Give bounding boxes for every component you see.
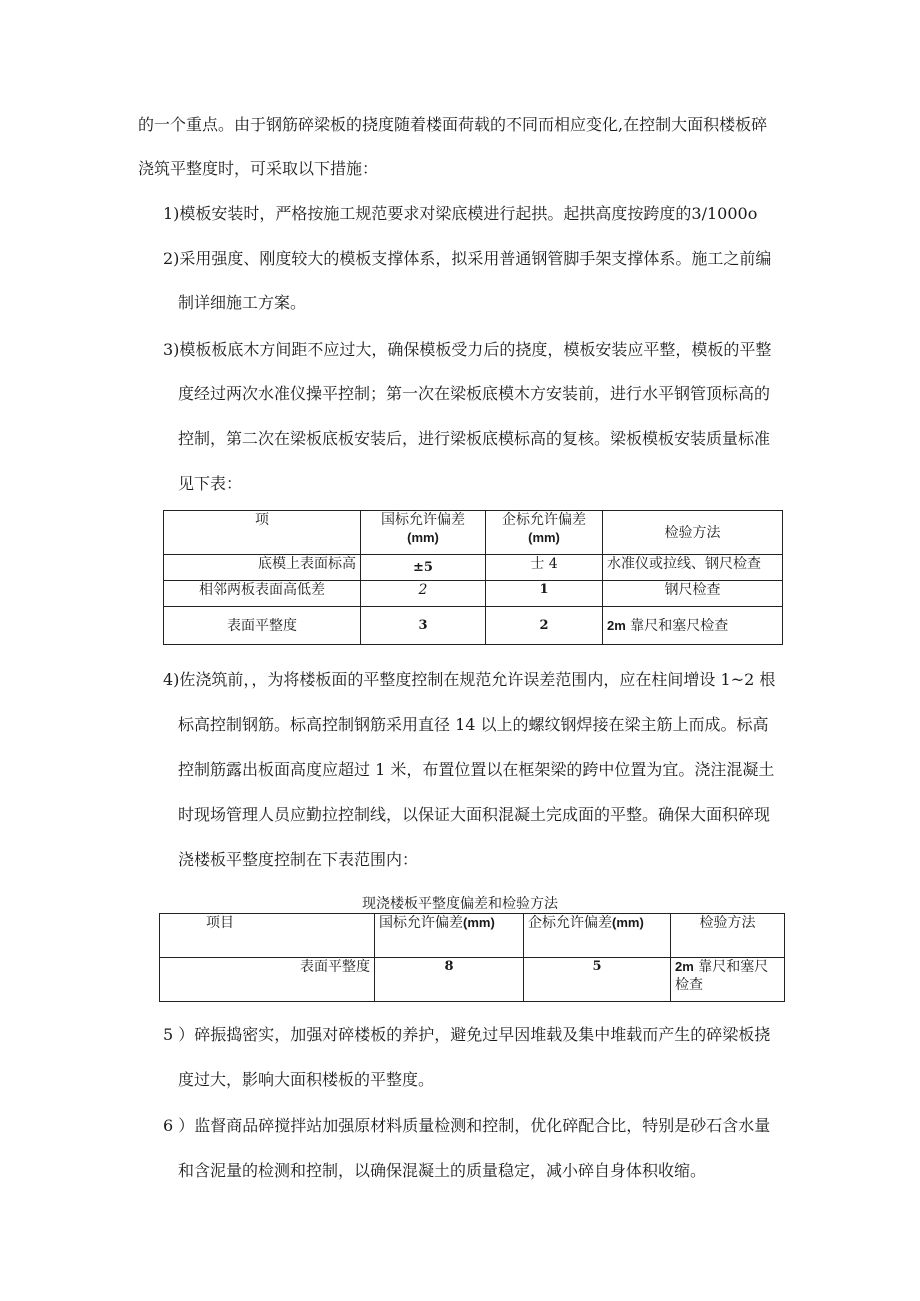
table-header-row [160, 914, 785, 958]
header-enterprise-unit: (mm) [612, 915, 644, 930]
header-national-tolerance [375, 914, 524, 958]
header-enterprise-unit: (mm) [528, 530, 560, 545]
item-4-line-5: 浇楼板平整度控制在下表范围内： [178, 850, 419, 869]
item-4-line-4: 时现场管理人员应勤拉控制线，以保证大面积混凝土完成面的平整。确保大面积碎现 [178, 805, 771, 824]
row-method [603, 607, 783, 645]
row-national: 2 [361, 581, 486, 607]
intro-line-1: 的一个重点。由于钢筋碎梁板的挠度随着楼面荷载的不同而相应变化,在控制大面积楼板碎 [138, 115, 768, 134]
header-method [603, 511, 783, 555]
table-row [160, 958, 785, 1002]
item-4-line-1: 4)佐浇筑前，，为将楼板面的平整度控制在规范允许误差范围内，应在柱间增设 1~2 根 [163, 670, 776, 689]
row-item: 表面平整度 [164, 607, 361, 645]
table-caption: 现浇楼板平整度偏差和检验方法 [362, 896, 558, 912]
row-item: 表面平整度 [160, 958, 375, 1002]
header-item: 项目 [160, 914, 375, 958]
header-national-unit: (mm) [407, 530, 439, 545]
item-4-line-3: 控制筋露出板面高度应超过 1 米，布置位置以在框架梁的跨中位置为宜。浇注混凝土 [178, 760, 775, 779]
row-item: 底模上表面标高 [164, 555, 361, 581]
header-enterprise-tolerance [524, 914, 671, 958]
row-method [671, 958, 785, 1002]
item-3-line-2: 度经过两次水准仪操平控制；第一次在梁板底模木方安装前，进行水平钢管顶标高的 [178, 384, 771, 403]
item-2-line-2: 制详细施工方案。 [178, 293, 307, 312]
table-row [164, 581, 783, 607]
row-national: 3 [361, 607, 486, 645]
header-national-label: 国标允许偏差 [379, 915, 463, 931]
item-5-line-2: 度过大，影响大面积楼板的平整度。 [178, 1070, 435, 1089]
floor-flatness-table [159, 913, 785, 1002]
row-method-length: 2m [607, 617, 626, 633]
header-method-text: 检验方法 [664, 524, 721, 541]
row-enterprise: 2 [486, 607, 603, 645]
item-6-line-2: 和含泥量的检测和控制，以确保混凝土的质量稳定，减小碎自身体积收缩。 [178, 1161, 707, 1180]
table-row [164, 607, 783, 645]
item-6-line-1: 6 ）监督商品碎搅拌站加强原材料质量检测和控制，优化碎配合比，特别是砂石含水量 [163, 1116, 771, 1135]
row-item: 相邻两板表面高低差 [164, 581, 361, 607]
row-national: ±5 [361, 555, 486, 581]
table-row [164, 555, 783, 581]
header-item-text: 项 [255, 512, 269, 528]
header-enterprise-tolerance [486, 511, 603, 555]
item-5-line-1: 5 ）碎振捣密实，加强对碎楼板的养护，避免过早因堆载及集中堆载而产生的碎梁板挠 [163, 1025, 771, 1044]
item-2-line-1: 2)采用强度、刚度较大的模板支撑体系，拟采用普通钢管脚手架支撑体系。施工之前编 [163, 249, 772, 268]
table-header-row [164, 511, 783, 555]
item-3-line-1: 3)模板板底木方间距不应过大，确保模板受力后的挠度，模板安装应平整，模板的平整 [163, 340, 772, 359]
row-method: 钢尺检查 [603, 581, 783, 607]
row-method-length: 2m [675, 959, 694, 974]
row-enterprise: 士 4 [486, 555, 603, 581]
row-enterprise: 5 [524, 958, 671, 1002]
row-national: 8 [375, 958, 524, 1002]
header-method: 检验方法 [671, 914, 785, 958]
item-3-line-4: 见下表： [178, 474, 243, 493]
row-enterprise: 1 [486, 581, 603, 607]
header-enterprise-label: 企标允许偏差 [528, 915, 612, 931]
item-4-line-2: 标高控制钢筋。标高控制钢筋采用直径 14 以上的螺纹钢焊接在梁主筋上而成。标高 [178, 715, 769, 734]
header-national-tolerance [361, 511, 486, 555]
row-method-text: 靠尺和塞尺检查 [630, 617, 729, 634]
item-1: 1)模板安装时，严格按施工规范要求对梁底模进行起拱。起拱高度按跨度的3/1000o [163, 204, 758, 223]
row-method-text: 靠尺和塞尺检查 [675, 959, 769, 993]
header-enterprise-label: 企标允许偏差 [502, 512, 586, 528]
header-item [164, 511, 361, 555]
mold-quality-table [163, 510, 783, 645]
row-method: 水准仪或拉线、钢尺检查 [603, 555, 783, 581]
header-national-label: 国标允许偏差 [381, 512, 465, 528]
item-3-line-3: 控制，第二次在梁板底板安装后，进行梁板底模标高的复核。梁板模板安装质量标准 [178, 429, 771, 448]
header-national-unit: (mm) [463, 915, 495, 930]
intro-line-2: 浇筑平整度时，可采取以下措施： [138, 159, 379, 178]
